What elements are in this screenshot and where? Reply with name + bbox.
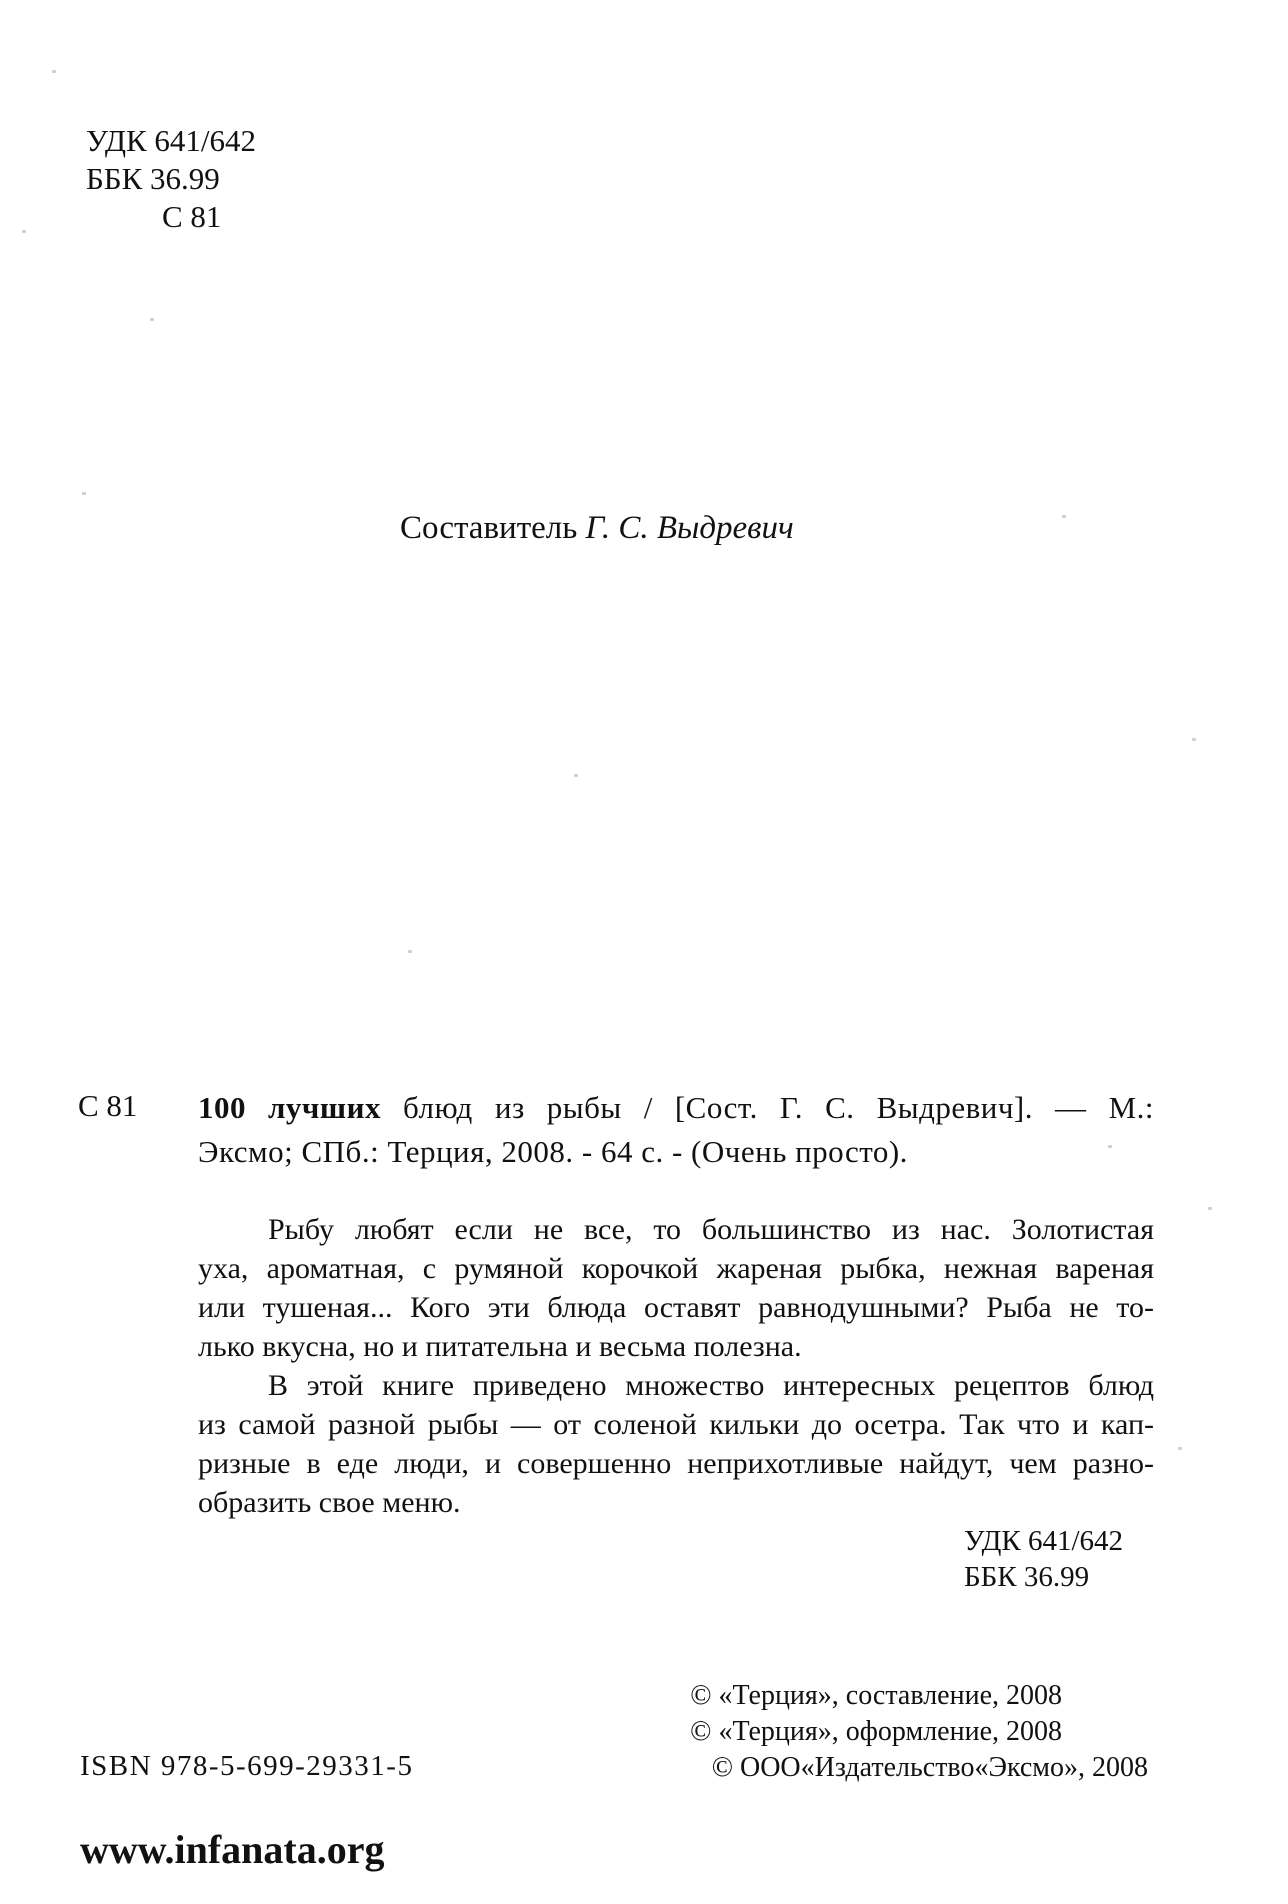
scan-speck [150,318,154,321]
bbk-code-bottom: ББК 36.99 [964,1561,1090,1593]
bib-title-bold: 100 лучших [198,1090,381,1125]
annotation-p2-line-4: образить свое меню. [198,1486,461,1519]
annotation-p1-line-4: лько вкусна, но и питательна и весьма полезна. [198,1330,802,1363]
copyright-line-1: © «Терция», составление, 2008 [690,1680,1062,1711]
bbk-code: ББК 36.99 [86,161,220,196]
scan-speck [1062,515,1066,518]
annotation-paragraph-1 [198,1210,1154,1366]
copyright-block [690,1678,1148,1786]
scan-speck [574,774,578,777]
copyright-line-3: © ООО«Издательство«Эксмо», 2008 [711,1752,1148,1783]
author-mark: С 81 [162,199,222,234]
bib-author-mark: С 81 [78,1088,138,1123]
annotation-p1-line-3: или тушеная... Кого эти блюда оставят равнодушными? Рыба не то- [198,1291,1154,1324]
scan-speck [82,492,86,495]
udk-code: УДК 641/642 [86,123,257,158]
copyright-line-2: © «Терция», оформление, 2008 [690,1716,1062,1747]
compiler-label: Составитель [400,510,578,546]
scan-speck [22,230,26,233]
compiler-line [400,510,794,547]
scan-speck [1192,738,1196,741]
compiler-name: Г. С. Выдревич [585,510,794,546]
scan-speck [408,950,412,953]
bib-line-2: Эксмо; СПб.: Терция, 2008. - 64 с. - (Очень просто). [198,1134,908,1169]
scan-speck [1108,1145,1112,1148]
annotation-p1-line-2: уха, ароматная, с румяной корочкой жареная рыбка, нежная вареная [198,1252,1154,1285]
scan-speck [52,70,56,73]
bibliographic-entry [198,1086,1154,1174]
scan-speck [1208,1207,1212,1210]
bib-line-1 [198,1086,1154,1130]
website-link[interactable]: www.infanata.org [80,1827,385,1872]
annotation-p1-line-1: Рыбу любят если не все, то большинство из нас. Золотистая [268,1213,1154,1246]
classification-codes-bottom [964,1523,1123,1595]
annotation-p2-line-3: ризные в еде люди, и совершенно неприхотливые найдут, чем разно- [198,1447,1154,1480]
classification-codes-top [86,122,256,236]
bib-title-rest: блюд из рыбы / [Сост. Г. С. Выдревич]. — М.: [403,1090,1154,1125]
annotation-paragraph-2 [198,1366,1154,1522]
annotation-p2-line-1: В этой книге приведено множество интересных рецептов блюд [268,1369,1154,1402]
scan-speck [1178,1447,1182,1450]
isbn: ISBN 978-5-699-29331-5 [80,1750,414,1782]
annotation [198,1210,1154,1522]
udk-code-bottom: УДК 641/642 [964,1525,1124,1557]
annotation-p2-line-2: из самой разной рыбы — от соленой кильки до осетра. Так что и кап- [198,1408,1154,1441]
